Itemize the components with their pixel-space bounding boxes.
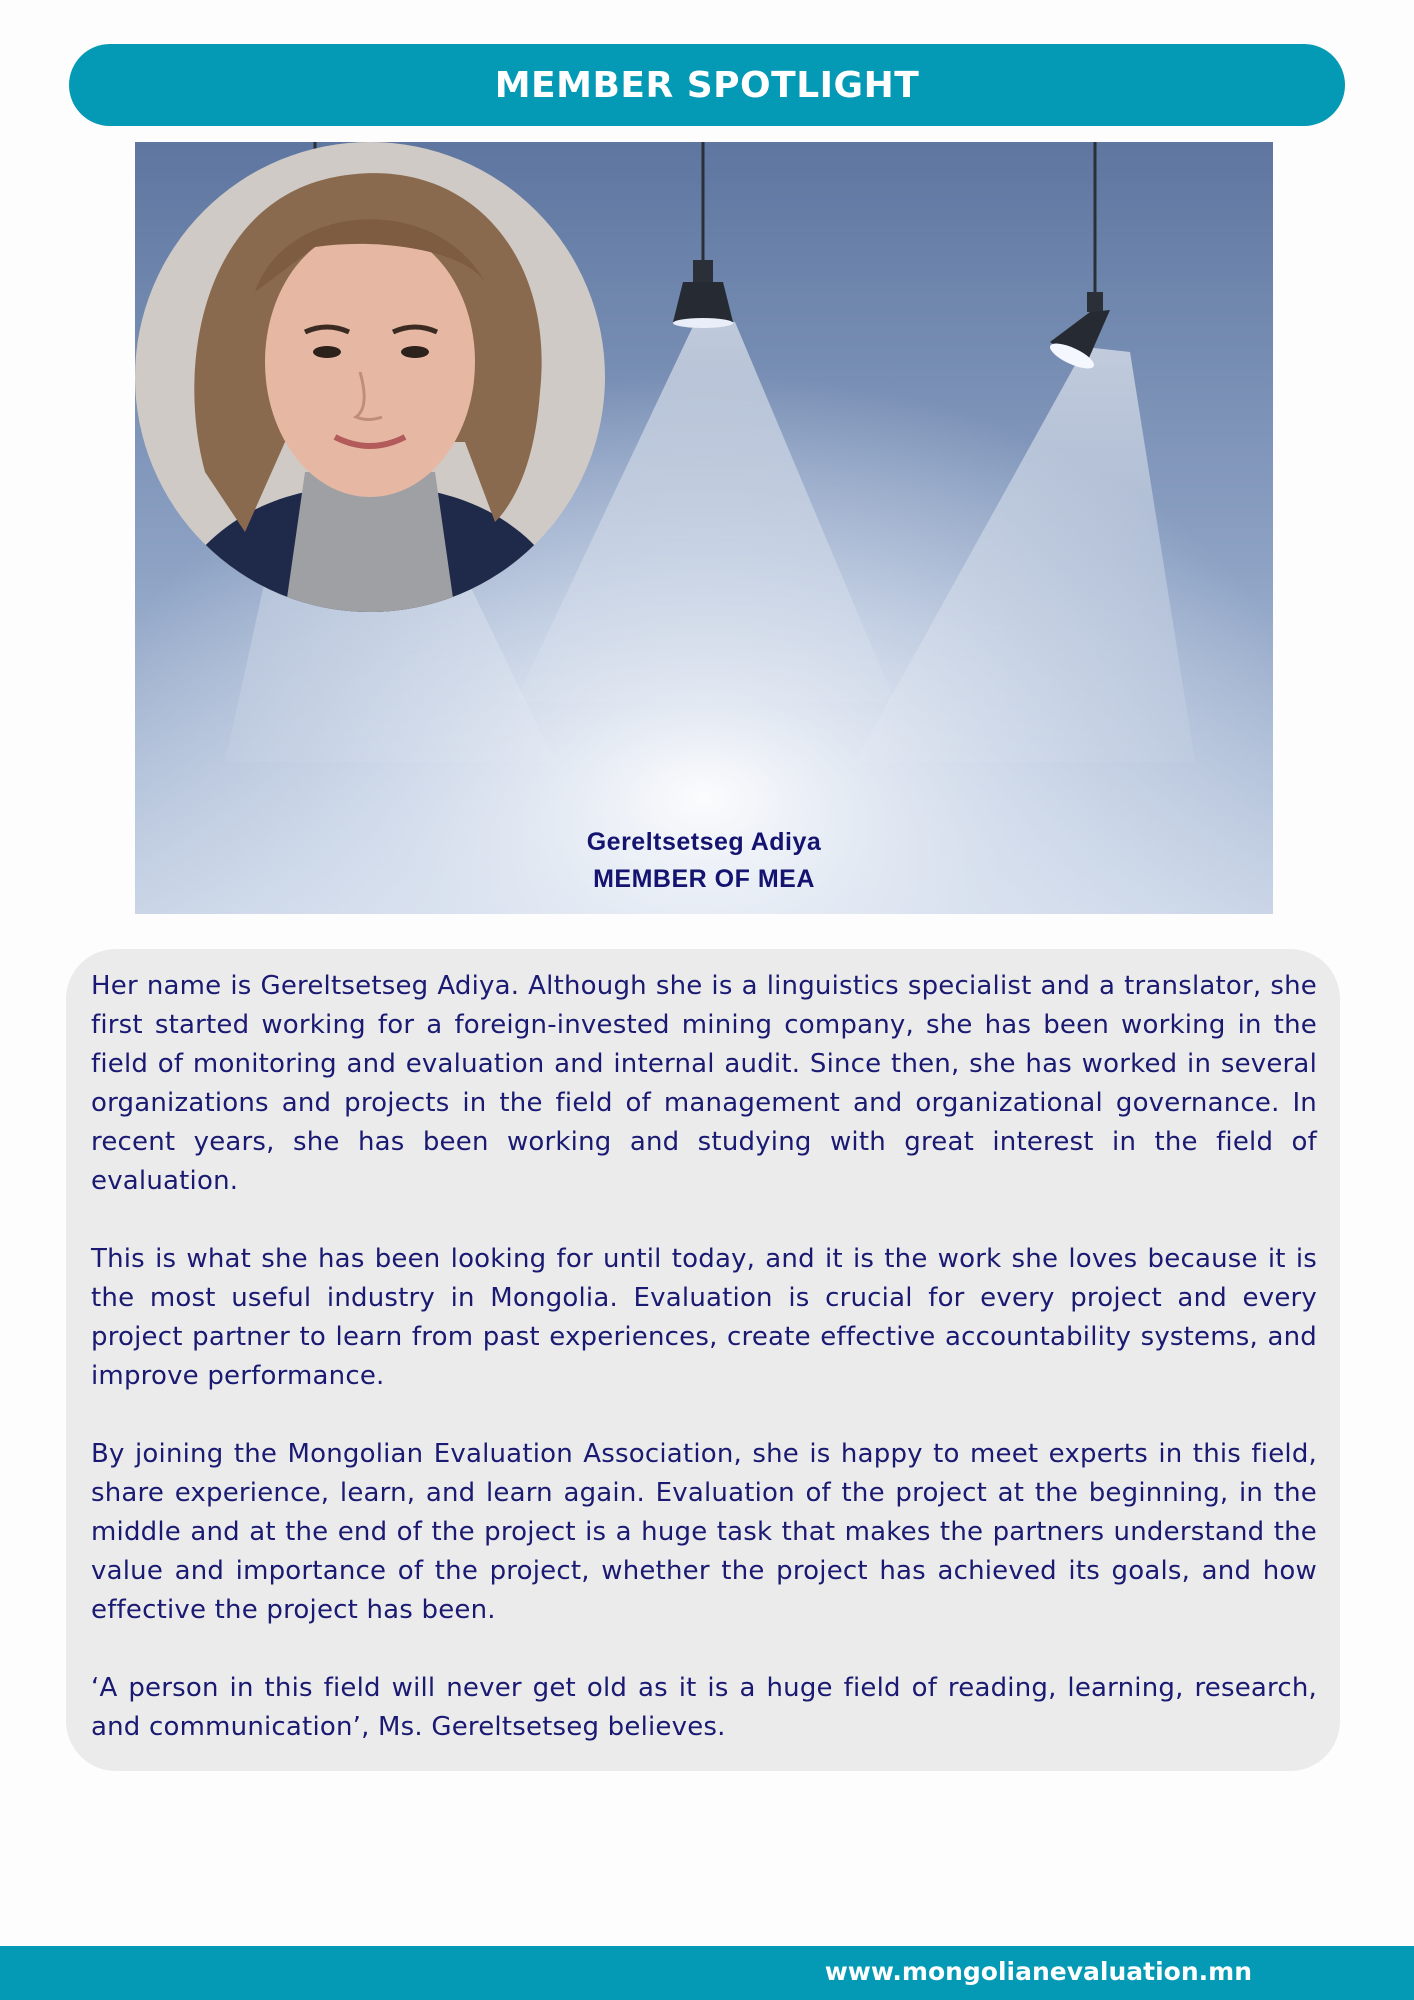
bio-paragraph: By joining the Mongolian Evaluation Association, she is happy to meet experts in this field, share experience, learn, and learn again. Evaluation of the project at the beginning, in the middle and at the end of the project is a huge task that makes the partners understand the value and importance of the project, whether the project has achieved its goals, and how effective the project has been. xyxy=(91,1439,1317,1625)
bio-paragraph: This is what she has been looking for until today, and it is the work she loves because it is the most useful industry in Mongolia. Evaluation is crucial for every project and every project partner to learn from past experiences, create effective accountability systems, and improve performance. xyxy=(91,1244,1317,1391)
spotlight-stage xyxy=(135,142,1273,914)
page-title: MEMBER SPOTLIGHT xyxy=(494,64,920,106)
member-portrait xyxy=(135,142,605,612)
website-link[interactable]: www.mongolianevaluation.mn xyxy=(824,1957,1252,1986)
member-name: Gereltsetseg Adiya xyxy=(586,828,822,856)
member-role: MEMBER OF MEA xyxy=(593,865,815,893)
bio-paragraph: Her name is Gereltsetseg Adiya. Although she is a linguistics specialist and a translator, she first started working for a foreign-invested mining company, she has been working in the field of monitoring and evaluation and internal audit. Since then, she has worked in several organizations and projects in the field of management and organizational governance. In recent years, she has been working and studying with great interest in the field of evaluation. xyxy=(91,971,1317,1196)
header-banner xyxy=(69,44,1345,126)
footer-bar xyxy=(0,1946,1414,2000)
bio-panel xyxy=(66,949,1340,1771)
bio-quote: ‘A person in this field will never get old as it is a huge field of reading, learning, research, and communication’, Ms. Gereltsetseg believes. xyxy=(91,1673,1317,1742)
